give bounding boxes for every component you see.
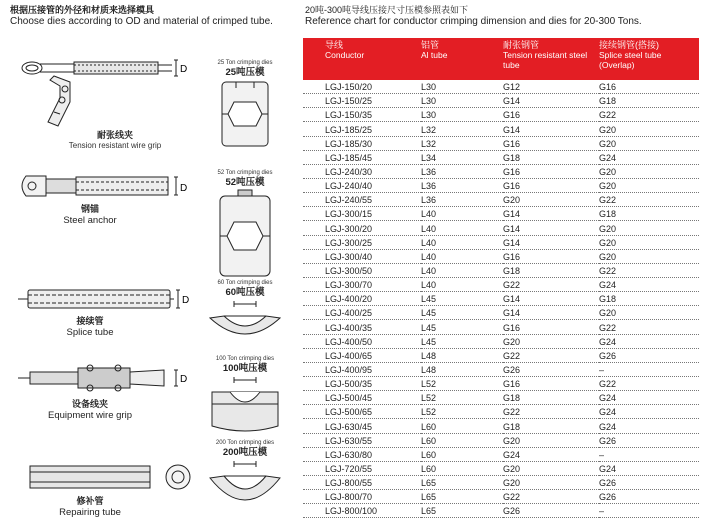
cell-tension-steel-tube: G14: [503, 207, 599, 221]
cell-al-tube: L32: [421, 136, 503, 150]
right-header: [305, 4, 700, 28]
cell-conductor: LGJ-800/100: [303, 504, 421, 518]
table-row: [303, 207, 699, 221]
cell-tension-steel-tube: G24: [503, 447, 599, 461]
header-tension-steel-tube: [503, 38, 599, 80]
cell-al-tube: L45: [421, 334, 503, 348]
cell-splice-steel-tube: G16: [599, 80, 699, 94]
cell-tension-steel-tube: G20: [503, 433, 599, 447]
table-body: [303, 80, 699, 518]
cell-tension-steel-tube: G26: [503, 362, 599, 376]
cell-al-tube: L52: [421, 376, 503, 390]
cell-tension-steel-tube: G22: [503, 277, 599, 291]
die-200-icon: [200, 458, 290, 518]
header-al-tube: [421, 38, 503, 80]
cell-conductor: LGJ-400/50: [303, 334, 421, 348]
cell-splice-steel-tube: G20: [599, 221, 699, 235]
cell-tension-steel-tube: G26: [503, 504, 599, 518]
header-en: Al tube: [421, 50, 448, 60]
figure-steel-anchor: [14, 170, 196, 226]
cell-splice-steel-tube: G24: [599, 277, 699, 291]
dimension-label: D: [180, 374, 188, 385]
table-row: [303, 419, 699, 433]
header-en: Splice steel tube (Overlap): [599, 50, 662, 70]
figure-caption-en: Equipment wire grip: [48, 410, 132, 421]
figure-caption-zh: 设备线夹: [71, 399, 108, 409]
cell-splice-steel-tube: G24: [599, 461, 699, 475]
right-header-en: Reference chart for conductor crimping dimension and dies for 20-300 Tons.: [305, 16, 642, 27]
cell-conductor: LGJ-500/65: [303, 405, 421, 419]
header-en: Tension resistant steel tube: [503, 50, 588, 70]
cell-conductor: LGJ-300/25: [303, 235, 421, 249]
cell-conductor: LGJ-150/25: [303, 94, 421, 108]
table-row: [303, 490, 699, 504]
die-100-icon: [200, 374, 290, 436]
table-row: [303, 235, 699, 249]
cell-conductor: LGJ-185/25: [303, 122, 421, 136]
cell-conductor: LGJ-240/55: [303, 193, 421, 207]
die-label-zh: 200吨压模: [222, 447, 268, 458]
cell-al-tube: L60: [421, 447, 503, 461]
cell-tension-steel-tube: G22: [503, 405, 599, 419]
cell-tension-steel-tube: G12: [503, 80, 599, 94]
table-row: [303, 405, 699, 419]
cell-al-tube: L36: [421, 164, 503, 178]
die-25-ton: [200, 60, 290, 155]
cell-tension-steel-tube: G16: [503, 164, 599, 178]
cell-conductor: LGJ-400/35: [303, 320, 421, 334]
cell-tension-steel-tube: G20: [503, 334, 599, 348]
die-label-en: 200 Ton crimping dies: [215, 440, 275, 446]
cell-splice-steel-tube: G26: [599, 348, 699, 362]
cell-conductor: LGJ-800/55: [303, 475, 421, 489]
cell-splice-steel-tube: G20: [599, 249, 699, 263]
die-52-ton: [200, 170, 290, 283]
figure-tension-grip: [14, 52, 196, 151]
cell-splice-steel-tube: G18: [599, 94, 699, 108]
cell-tension-steel-tube: G18: [503, 263, 599, 277]
cell-conductor: LGJ-630/45: [303, 419, 421, 433]
figure-splice-tube: [14, 286, 196, 338]
cell-al-tube: L60: [421, 461, 503, 475]
cell-splice-steel-tube: G18: [599, 292, 699, 306]
cell-splice-steel-tube: G26: [599, 433, 699, 447]
header-zh: 耐张钢管: [503, 40, 540, 50]
cell-al-tube: L52: [421, 405, 503, 419]
table-row: [303, 306, 699, 320]
die-label-zh: 52吨压模: [225, 177, 265, 188]
cell-al-tube: L40: [421, 277, 503, 291]
cell-tension-steel-tube: G22: [503, 348, 599, 362]
cell-splice-steel-tube: G20: [599, 178, 699, 192]
table-row: [303, 334, 699, 348]
header-zh: 接续钢管(搭接): [599, 40, 659, 50]
cell-al-tube: L40: [421, 221, 503, 235]
cell-conductor: LGJ-500/35: [303, 376, 421, 390]
cell-al-tube: L32: [421, 122, 503, 136]
reference-table: [303, 38, 699, 518]
cell-splice-steel-tube: G24: [599, 391, 699, 405]
cell-tension-steel-tube: G14: [503, 306, 599, 320]
right-header-zh: 20吨-300吨导线压接尺寸压模参照表如下: [305, 5, 469, 15]
table-row: [303, 136, 699, 150]
cell-splice-steel-tube: –: [599, 447, 699, 461]
cell-splice-steel-tube: G20: [599, 136, 699, 150]
die-label-zh: 100吨压模: [222, 363, 268, 374]
figure-equipment-grip: [14, 362, 196, 421]
figure-caption-en: Splice tube: [66, 327, 114, 338]
cell-al-tube: L40: [421, 207, 503, 221]
table-row: [303, 376, 699, 390]
table-row: [303, 362, 699, 376]
cell-conductor: LGJ-630/55: [303, 433, 421, 447]
header-conductor: [303, 38, 421, 80]
cell-splice-steel-tube: G20: [599, 122, 699, 136]
die-label-zh: 25吨压模: [225, 67, 265, 78]
die-60-icon: [200, 298, 290, 342]
cell-splice-steel-tube: G26: [599, 490, 699, 504]
cell-al-tube: L34: [421, 150, 503, 164]
table-row: [303, 150, 699, 164]
cell-splice-steel-tube: –: [599, 362, 699, 376]
cell-al-tube: L30: [421, 94, 503, 108]
cell-al-tube: L45: [421, 306, 503, 320]
cell-conductor: LGJ-400/25: [303, 306, 421, 320]
figure-caption-en: Steel anchor: [63, 215, 117, 226]
cell-al-tube: L45: [421, 320, 503, 334]
figure-caption-zh: 钢锚: [80, 204, 99, 214]
cell-tension-steel-tube: G16: [503, 108, 599, 122]
figure-caption-zh: 接续管: [76, 316, 104, 326]
dimension-label: D: [182, 295, 190, 306]
cell-tension-steel-tube: G16: [503, 376, 599, 390]
cell-conductor: LGJ-240/40: [303, 178, 421, 192]
die-25-icon: [200, 78, 290, 150]
cell-tension-steel-tube: G18: [503, 391, 599, 405]
cell-al-tube: L40: [421, 263, 503, 277]
table-row: [303, 504, 699, 518]
cell-splice-steel-tube: G26: [599, 475, 699, 489]
cell-conductor: LGJ-720/55: [303, 461, 421, 475]
cell-splice-steel-tube: G22: [599, 193, 699, 207]
cell-al-tube: L48: [421, 348, 503, 362]
cell-conductor: LGJ-185/45: [303, 150, 421, 164]
cell-al-tube: L36: [421, 193, 503, 207]
cell-splice-steel-tube: G22: [599, 376, 699, 390]
cell-al-tube: L40: [421, 235, 503, 249]
cell-al-tube: L30: [421, 108, 503, 122]
figure-caption-zh: 耐张线夹: [96, 130, 133, 140]
die-label-en: 100 Ton crimping dies: [215, 356, 275, 362]
figure-repairing-tube: [14, 456, 196, 518]
cell-al-tube: L65: [421, 490, 503, 504]
cell-splice-steel-tube: G24: [599, 405, 699, 419]
header-splice-steel-tube: [599, 38, 699, 80]
table-row: [303, 193, 699, 207]
cell-tension-steel-tube: G14: [503, 221, 599, 235]
cell-splice-steel-tube: G24: [599, 150, 699, 164]
cell-al-tube: L45: [421, 292, 503, 306]
cell-conductor: LGJ-240/30: [303, 164, 421, 178]
cell-splice-steel-tube: G20: [599, 235, 699, 249]
cell-tension-steel-tube: G14: [503, 94, 599, 108]
table-row: [303, 178, 699, 192]
left-header-zh: 根据压接管的外径和材质来选择模具: [10, 5, 155, 15]
cell-al-tube: L60: [421, 419, 503, 433]
cell-tension-steel-tube: G22: [503, 490, 599, 504]
cell-conductor: LGJ-400/95: [303, 362, 421, 376]
cell-splice-steel-tube: G20: [599, 306, 699, 320]
cell-conductor: LGJ-400/65: [303, 348, 421, 362]
cell-conductor: LGJ-300/15: [303, 207, 421, 221]
cell-splice-steel-tube: G24: [599, 334, 699, 348]
figure-caption-en: Repairing tube: [59, 507, 121, 518]
table-row: [303, 461, 699, 475]
table-row: [303, 122, 699, 136]
die-100-ton: [200, 356, 290, 441]
cell-tension-steel-tube: G14: [503, 235, 599, 249]
cell-conductor: LGJ-300/40: [303, 249, 421, 263]
cell-conductor: LGJ-185/30: [303, 136, 421, 150]
header-zh: 导线: [325, 40, 344, 50]
repairing-tube-drawing: [14, 456, 196, 496]
cell-al-tube: L65: [421, 504, 503, 518]
table-row: [303, 475, 699, 489]
cell-tension-steel-tube: G16: [503, 320, 599, 334]
cell-tension-steel-tube: G20: [503, 461, 599, 475]
figure-caption-zh: 修补管: [76, 496, 104, 506]
table-row: [303, 433, 699, 447]
table-row: [303, 108, 699, 122]
cell-splice-steel-tube: G18: [599, 207, 699, 221]
die-200-ton: [200, 440, 290, 523]
cell-splice-steel-tube: G22: [599, 320, 699, 334]
cell-conductor: LGJ-800/70: [303, 490, 421, 504]
table-row: [303, 277, 699, 291]
cell-tension-steel-tube: G14: [503, 292, 599, 306]
cell-splice-steel-tube: G20: [599, 164, 699, 178]
cell-conductor: LGJ-300/20: [303, 221, 421, 235]
die-label-en: 25 Ton crimping dies: [217, 60, 273, 66]
dimension-label: D: [180, 64, 188, 75]
cell-splice-steel-tube: G22: [599, 263, 699, 277]
cell-splice-steel-tube: –: [599, 504, 699, 518]
left-header-en: Choose dies according to OD and material of crimped tube.: [10, 16, 273, 27]
cell-conductor: LGJ-300/70: [303, 277, 421, 291]
cell-tension-steel-tube: G16: [503, 136, 599, 150]
table-row: [303, 94, 699, 108]
cell-tension-steel-tube: G18: [503, 419, 599, 433]
cell-splice-steel-tube: G24: [599, 419, 699, 433]
cell-conductor: LGJ-150/35: [303, 108, 421, 122]
cell-al-tube: L60: [421, 433, 503, 447]
table-row: [303, 164, 699, 178]
die-label-en: 60 Ton crimping dies: [217, 280, 273, 286]
cell-tension-steel-tube: G16: [503, 249, 599, 263]
left-header: [10, 4, 295, 28]
table-row: [303, 249, 699, 263]
table-row: [303, 348, 699, 362]
header-zh: 铝管: [421, 40, 440, 50]
cell-al-tube: L30: [421, 80, 503, 94]
cell-tension-steel-tube: G20: [503, 193, 599, 207]
cell-conductor: LGJ-500/45: [303, 391, 421, 405]
die-label-en: 52 Ton crimping dies: [217, 170, 273, 176]
cell-al-tube: L48: [421, 362, 503, 376]
cell-al-tube: L65: [421, 475, 503, 489]
cell-al-tube: L52: [421, 391, 503, 405]
steel-anchor-drawing: [14, 170, 196, 204]
die-label-zh: 60吨压模: [225, 287, 265, 298]
cell-al-tube: L36: [421, 178, 503, 192]
tension-grip-drawing: [14, 52, 196, 130]
table-row: [303, 292, 699, 306]
table-row: [303, 320, 699, 334]
cell-tension-steel-tube: G16: [503, 178, 599, 192]
equipment-grip-drawing: [14, 362, 196, 394]
cell-tension-steel-tube: G14: [503, 122, 599, 136]
table-row: [303, 80, 699, 94]
cell-conductor: LGJ-150/20: [303, 80, 421, 94]
table-row: [303, 221, 699, 235]
die-60-ton: [200, 280, 290, 347]
table-row: [303, 447, 699, 461]
cell-al-tube: L40: [421, 249, 503, 263]
cell-conductor: LGJ-300/50: [303, 263, 421, 277]
table-row: [303, 263, 699, 277]
figure-caption-en: Tension resistant wire grip: [68, 141, 162, 150]
die-52-icon: [200, 188, 290, 278]
cell-tension-steel-tube: G20: [503, 475, 599, 489]
cell-tension-steel-tube: G18: [503, 150, 599, 164]
splice-tube-drawing: [14, 286, 196, 312]
dimension-label: D: [180, 183, 188, 194]
header-en: Conductor: [325, 50, 365, 60]
table-row: [303, 391, 699, 405]
cell-conductor: LGJ-400/20: [303, 292, 421, 306]
table-header-row: [303, 38, 699, 80]
cell-conductor: LGJ-630/80: [303, 447, 421, 461]
cell-splice-steel-tube: G22: [599, 108, 699, 122]
